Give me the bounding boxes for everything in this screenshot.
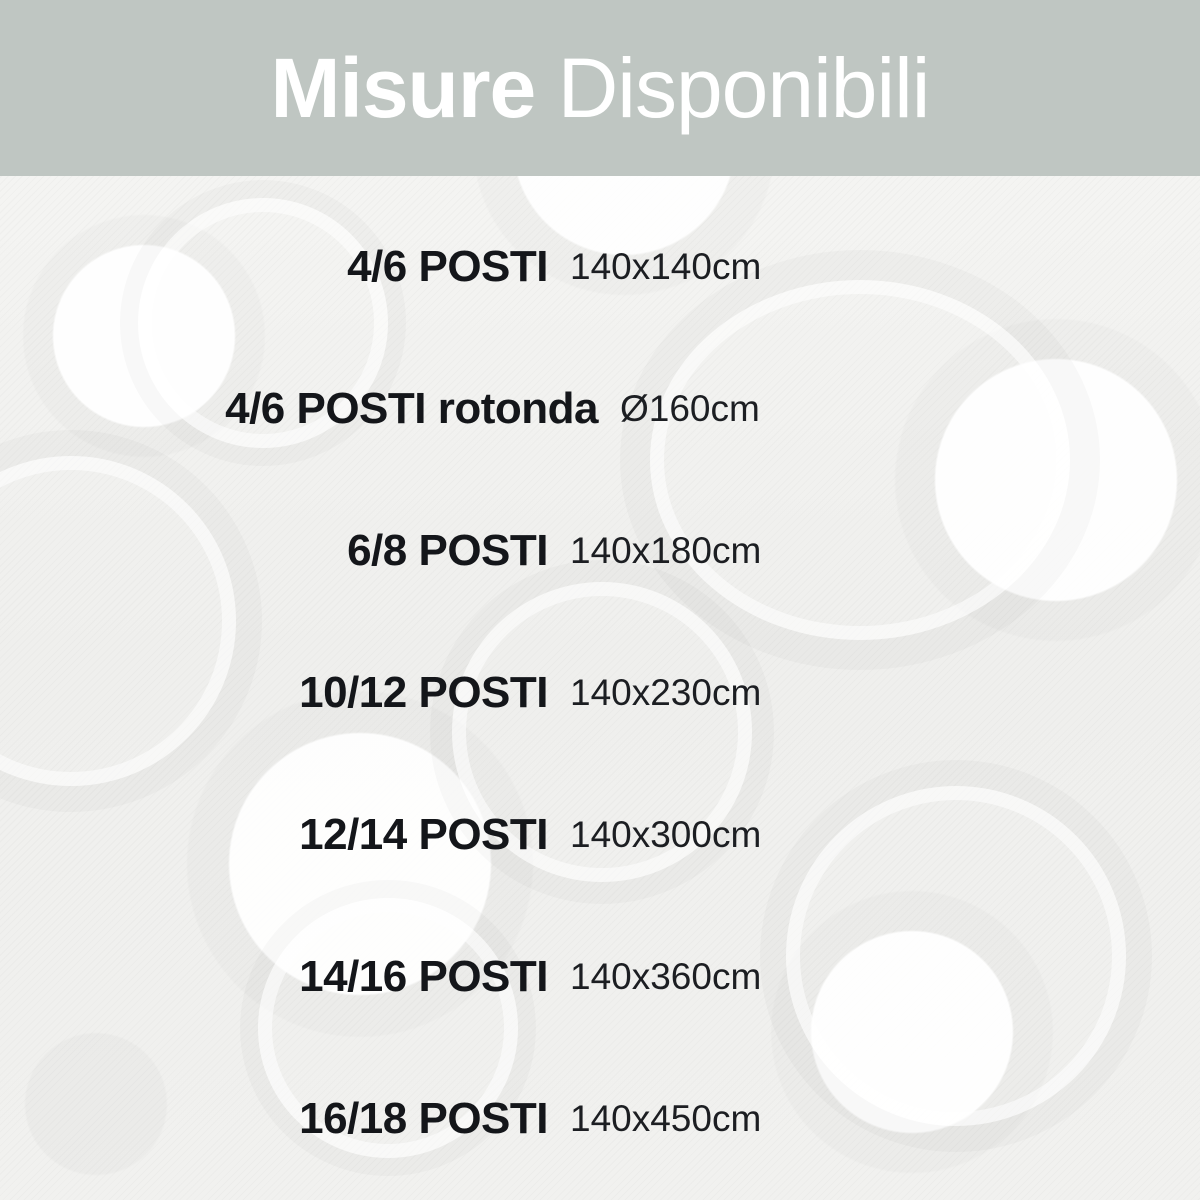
- sizes-list: [0, 176, 1200, 1200]
- page-title-strong: Misure: [270, 41, 536, 135]
- list-item: [0, 480, 1200, 622]
- size-value: 140x450cm: [570, 1098, 762, 1139]
- size-value: 140x360cm: [570, 956, 762, 997]
- size-value: 140x230cm: [570, 672, 762, 713]
- size-label-text: 12/14 POSTI: [299, 810, 548, 859]
- size-label-text: 10/12 POSTI: [299, 668, 548, 717]
- size-label: [0, 526, 570, 576]
- size-value: 140x300cm: [570, 814, 762, 855]
- page-title-light: Disponibili: [557, 41, 930, 135]
- size-label-text: 4/6 POSTI: [225, 384, 427, 433]
- size-label: [0, 810, 570, 860]
- size-value: 140x180cm: [570, 530, 762, 571]
- size-label: [0, 952, 570, 1002]
- size-label-text: 6/8 POSTI: [347, 526, 548, 575]
- page-title: [270, 41, 930, 135]
- list-item: [0, 338, 1200, 480]
- size-label-text: 14/16 POSTI: [299, 952, 548, 1001]
- size-label-suffix: rotonda: [426, 384, 598, 433]
- size-label: [0, 384, 620, 434]
- size-label-text: 4/6 POSTI: [347, 242, 548, 291]
- list-item: [0, 196, 1200, 338]
- size-label-text: 16/18 POSTI: [299, 1094, 548, 1143]
- size-label: [0, 1094, 570, 1144]
- size-value: 140x140cm: [570, 246, 762, 287]
- list-item: [0, 764, 1200, 906]
- list-item: [0, 1048, 1200, 1190]
- size-label: [0, 242, 570, 292]
- header-band: [0, 0, 1200, 176]
- list-item: [0, 906, 1200, 1048]
- size-label: [0, 668, 570, 718]
- size-value: Ø160cm: [620, 388, 760, 429]
- list-item: [0, 622, 1200, 764]
